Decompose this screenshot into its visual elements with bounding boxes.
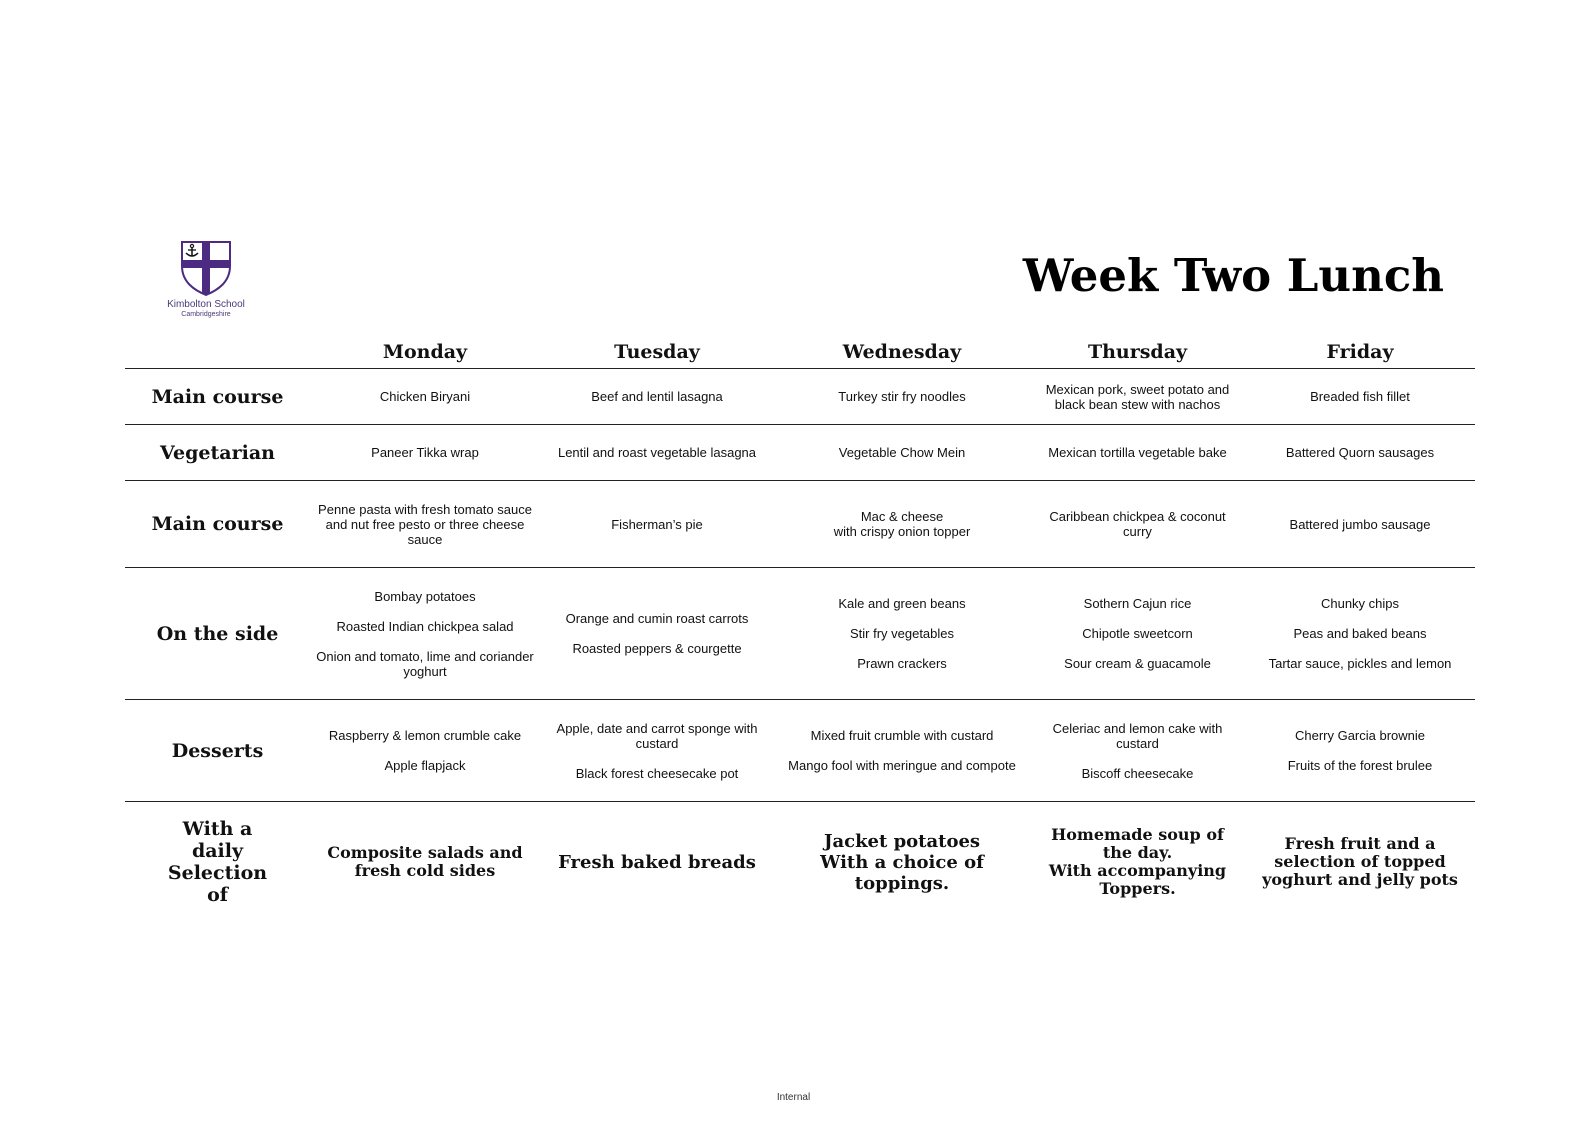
menu-item: Fruits of the forest brulee <box>1287 758 1433 773</box>
menu-cell-wednesday: Turkey stir fry noodles <box>838 389 966 404</box>
menu-cell-thursday <box>1030 721 1245 781</box>
day-friday: Friday <box>1326 341 1394 363</box>
menu-cell-friday: Breaded fish fillet <box>1310 389 1410 404</box>
menu-row-vegetarian <box>125 425 1475 481</box>
menu-cell-wednesday: Mac & cheese with crispy onion topper <box>833 509 971 539</box>
logo-county: Cambridgeshire <box>181 311 231 318</box>
menu-item: Chipotle sweetcorn <box>1082 626 1193 641</box>
menu-cell-tuesday: Lentil and roast vegetable lasagna <box>557 445 757 460</box>
menu-cell-monday <box>310 728 540 773</box>
menu-row-main-course-2 <box>125 481 1475 568</box>
menu-table <box>125 334 1475 922</box>
menu-cell-thursday <box>1030 596 1245 671</box>
row-label: Desserts <box>171 739 264 762</box>
menu-cell-monday: Chicken Biryani <box>379 389 471 404</box>
menu-cell-friday: Battered Quorn sausages <box>1285 445 1435 460</box>
row-label: Vegetarian <box>160 441 275 464</box>
menu-item: Roasted peppers & courgette <box>572 641 742 656</box>
menu-item: Kale and green beans <box>838 596 966 611</box>
menu-item: Roasted Indian chickpea salad <box>336 618 514 634</box>
menu-item: Cherry Garcia brownie <box>1294 728 1426 743</box>
menu-item: Bombay potatoes <box>374 588 476 604</box>
menu-item: Peas and baked beans <box>1293 626 1427 641</box>
menu-item: Stir fry vegetables <box>849 626 955 641</box>
menu-row-main-course <box>125 369 1475 425</box>
school-logo <box>166 240 246 318</box>
menu-item: Chunky chips <box>1320 596 1400 611</box>
day-wednesday: Wednesday <box>842 341 962 363</box>
menu-item: Sour cream & guacamole <box>1064 656 1211 671</box>
logo-school-name: Kimbolton School <box>167 299 245 310</box>
menu-cell-monday: Paneer Tikka wrap <box>371 445 479 460</box>
menu-cell-tuesday: Fisherman’s pie <box>611 516 703 532</box>
menu-item: Celeriac and lemon cake with custard <box>1052 720 1223 751</box>
menu-item: Biscoff cheesecake <box>1081 765 1194 781</box>
menu-item: Onion and tomato, lime and coriander yoghurt <box>316 648 534 679</box>
menu-item: Raspberry & lemon crumble cake <box>328 728 522 743</box>
menu-row-desserts <box>125 700 1475 802</box>
menu-item: Apple flapjack <box>384 758 466 773</box>
menu-item: Orange and cumin roast carrots <box>565 611 749 626</box>
menu-cell-wednesday: Vegetable Chow Mein <box>838 445 966 460</box>
menu-item: Mango fool with meringue and compote <box>788 758 1016 773</box>
menu-item: Sothern Cajun rice <box>1083 596 1192 611</box>
menu-cell-thursday: Caribbean chickpea & coconut curry <box>1049 509 1226 539</box>
menu-cell-friday <box>1245 728 1475 773</box>
row-label: Main course <box>151 513 284 535</box>
menu-cell-wednesday: Jacket potatoes With a choice of toppings. <box>820 830 984 894</box>
menu-cell-tuesday <box>540 611 774 656</box>
row-label: With a daily Selection of <box>167 818 268 906</box>
menu-row-on-the-side <box>125 568 1475 700</box>
day-header-row <box>125 334 1475 369</box>
row-label: Main course <box>151 385 284 408</box>
menu-item: Mixed fruit crumble with custard <box>810 728 994 743</box>
menu-cell-wednesday <box>774 728 1030 773</box>
footer-classification: Internal <box>776 1092 811 1103</box>
menu-cell-monday: Composite salads and fresh cold sides <box>327 843 523 880</box>
menu-row-daily-selection <box>125 802 1475 922</box>
menu-cell-tuesday <box>540 721 774 781</box>
menu-item: Apple, date and carrot sponge with custard <box>556 720 758 751</box>
menu-cell-friday: Battered jumbo sausage <box>1289 516 1431 532</box>
menu-cell-tuesday: Fresh baked breads <box>558 851 756 873</box>
menu-cell-monday <box>310 589 540 679</box>
menu-item: Black forest cheesecake pot <box>575 765 739 781</box>
menu-cell-tuesday: Beef and lentil lasagna <box>591 389 723 404</box>
school-crest-icon <box>180 240 232 296</box>
menu-cell-wednesday <box>774 596 1030 671</box>
day-tuesday: Tuesday <box>614 341 700 363</box>
row-label: On the side <box>156 622 279 645</box>
menu-cell-thursday: Mexican pork, sweet potato and black bean stew with nachos <box>1045 381 1230 412</box>
menu-cell-friday: Fresh fruit and a selection of topped yoghurt and jelly pots <box>1262 834 1458 889</box>
day-thursday: Thursday <box>1087 341 1188 363</box>
menu-item: Prawn crackers <box>857 656 947 671</box>
menu-item: Tartar sauce, pickles and lemon <box>1268 656 1452 671</box>
menu-cell-monday: Penne pasta with fresh tomato sauce and nut free pesto or three cheese sauce <box>318 501 532 547</box>
menu-cell-thursday: Mexican tortilla vegetable bake <box>1048 445 1227 460</box>
page-title: Week Two Lunch <box>1022 249 1444 302</box>
day-monday: Monday <box>382 341 468 363</box>
menu-cell-friday <box>1245 596 1475 671</box>
menu-cell-thursday: Homemade soup of the day. With accompanying Toppers. <box>1048 825 1227 898</box>
